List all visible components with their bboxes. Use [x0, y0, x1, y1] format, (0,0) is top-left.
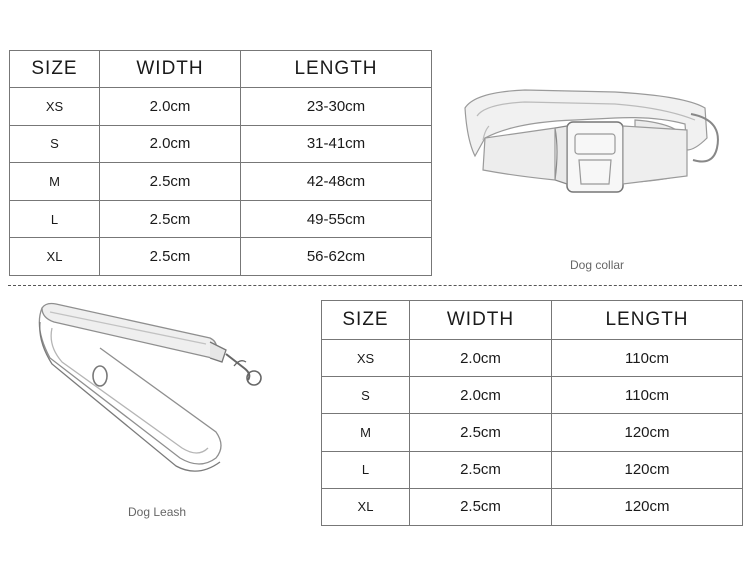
collar-caption: Dog collar [570, 258, 625, 272]
size-cell: S [10, 125, 100, 163]
table-row [10, 200, 432, 238]
length-cell: 120cm [552, 451, 743, 488]
length-cell: 42-48cm [241, 163, 432, 201]
size-cell: S [322, 377, 410, 414]
size-cell: XS [322, 340, 410, 377]
length-cell: 110cm [552, 377, 743, 414]
table-row [322, 414, 743, 451]
collar-size-table [9, 50, 432, 276]
section-divider [8, 285, 742, 286]
size-cell: M [322, 414, 410, 451]
width-cell: 2.5cm [100, 163, 241, 201]
width-cell: 2.5cm [410, 488, 552, 525]
length-cell: 49-55cm [241, 200, 432, 238]
table-row [322, 340, 743, 377]
width-cell: 2.5cm [100, 200, 241, 238]
size-cell: XS [10, 88, 100, 126]
length-cell: 23-30cm [241, 88, 432, 126]
header-width: WIDTH [100, 51, 241, 88]
table-row [10, 163, 432, 201]
width-cell: 2.5cm [410, 451, 552, 488]
leash-caption: Dog Leash [128, 505, 187, 519]
size-cell: L [10, 200, 100, 238]
length-cell: 120cm [552, 414, 743, 451]
header-length: LENGTH [241, 51, 432, 88]
header-width: WIDTH [410, 301, 552, 340]
size-cell: XL [10, 238, 100, 276]
width-cell: 2.5cm [410, 414, 552, 451]
dog-leash-image [30, 298, 270, 478]
header-size: SIZE [10, 51, 100, 88]
leash-size-table [321, 300, 743, 526]
length-cell: 31-41cm [241, 125, 432, 163]
width-cell: 2.0cm [410, 340, 552, 377]
table-row [322, 451, 743, 488]
size-cell: XL [322, 488, 410, 525]
table-header-row [10, 51, 432, 88]
table-row [322, 377, 743, 414]
table-row [10, 88, 432, 126]
width-cell: 2.5cm [100, 238, 241, 276]
length-cell: 120cm [552, 488, 743, 525]
header-length: LENGTH [552, 301, 743, 340]
length-cell: 110cm [552, 340, 743, 377]
size-cell: L [322, 451, 410, 488]
header-size: SIZE [322, 301, 410, 340]
width-cell: 2.0cm [100, 88, 241, 126]
width-cell: 2.0cm [100, 125, 241, 163]
table-row [10, 125, 432, 163]
length-cell: 56-62cm [241, 238, 432, 276]
dog-collar-image [455, 80, 730, 210]
table-row [322, 488, 743, 525]
table-header-row [322, 301, 743, 340]
size-cell: M [10, 163, 100, 201]
table-row [10, 238, 432, 276]
width-cell: 2.0cm [410, 377, 552, 414]
